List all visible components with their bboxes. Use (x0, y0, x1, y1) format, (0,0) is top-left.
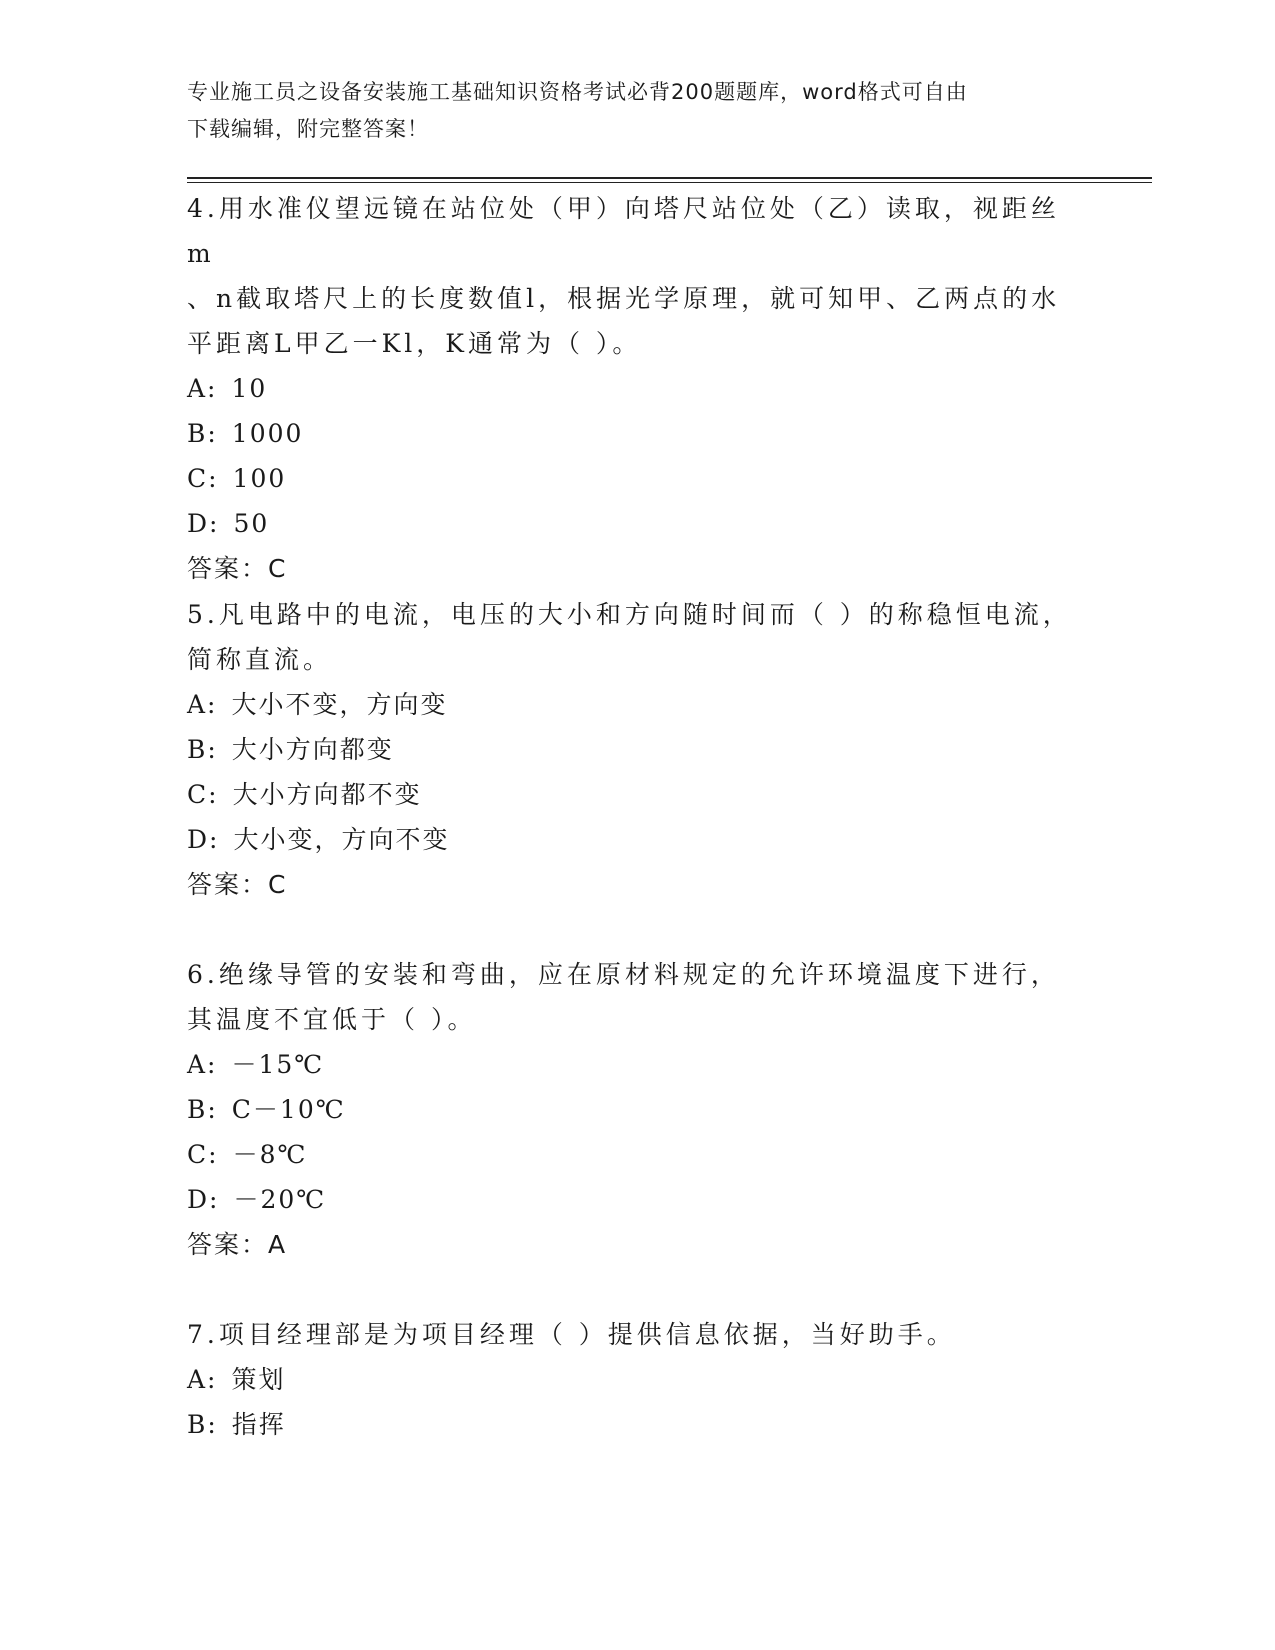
option-d (187, 817, 1087, 862)
option-b (187, 1087, 1087, 1132)
option-letter: B: (187, 419, 218, 448)
option-letter: D: (187, 825, 220, 854)
question-6 (187, 952, 1087, 1267)
header-divider-thin (187, 182, 1152, 183)
option-d (187, 501, 1087, 546)
option-letter: A: (187, 1365, 218, 1394)
question-line: 其温度不宜低于（ ）。 (187, 1005, 477, 1034)
question-line: 、n截取塔尺上的长度数值l，根据光学原理，就可知甲、乙两点的水 (187, 284, 1061, 313)
option-b (187, 411, 1087, 456)
answer-line: 答案：C (187, 870, 288, 899)
header-divider-thick (187, 177, 1152, 179)
option-letter: A: (187, 1050, 218, 1079)
option-c (187, 772, 1087, 817)
question-7 (187, 1312, 1087, 1447)
option-letter: D: (187, 1185, 220, 1214)
option-b (187, 727, 1087, 772)
option-letter: A: (187, 690, 218, 719)
question-4 (187, 186, 1087, 591)
option-value: C－10℃ (231, 1095, 346, 1124)
option-value: －15℃ (231, 1050, 325, 1079)
option-letter: C: (187, 1140, 219, 1169)
option-a (187, 682, 1087, 727)
option-value: －8℃ (232, 1140, 308, 1169)
option-letter: B: (187, 1095, 218, 1124)
option-letter: D: (187, 509, 220, 538)
option-value: 50 (233, 509, 270, 538)
question-line: 7.项目经理部是为项目经理（ ）提供信息依据，当好助手。 (187, 1320, 956, 1349)
option-a (187, 1042, 1087, 1087)
option-value: 大小方向都变 (231, 735, 394, 764)
option-letter: B: (187, 735, 218, 764)
option-b (187, 1402, 1087, 1447)
question-line: 6.绝缘导管的安装和弯曲，应在原材料规定的允许环境温度下进行， (187, 960, 1060, 989)
option-letter: C: (187, 464, 219, 493)
header-line-2: 下载编辑，附完整答案！ (187, 117, 429, 141)
option-value: －20℃ (233, 1185, 327, 1214)
question-line: 4.用水准仪望远镜在站位处（甲）向塔尺站位处（乙）读取，视距丝m (187, 194, 1060, 268)
question-line: 平距离L甲乙一Kl，K通常为（ ）。 (187, 329, 642, 358)
option-letter: B: (187, 1410, 218, 1439)
option-c (187, 1132, 1087, 1177)
option-value: 1000 (231, 419, 304, 448)
header-line-1: 专业施工员之设备安装施工基础知识资格考试必背200题题库，word格式可自由 (187, 80, 968, 104)
option-value: 大小方向都不变 (232, 780, 422, 809)
option-a (187, 1357, 1087, 1402)
option-value: 大小变，方向不变 (233, 825, 450, 854)
option-letter: C: (187, 780, 219, 809)
option-value: 大小不变，方向变 (231, 690, 448, 719)
option-a (187, 366, 1087, 411)
answer-line: 答案：C (187, 554, 288, 583)
question-5 (187, 592, 1087, 907)
option-letter: A: (187, 374, 218, 403)
option-value: 策划 (231, 1365, 286, 1394)
option-value: 指挥 (231, 1410, 286, 1439)
question-line: 简称直流。 (187, 645, 333, 674)
question-line: 5.凡电路中的电流，电压的大小和方向随时间而（ ）的称稳恒电流， (187, 600, 1072, 629)
option-c (187, 456, 1087, 501)
option-value: 10 (231, 374, 268, 403)
document-header (187, 74, 1067, 148)
answer-line: 答案：A (187, 1230, 288, 1259)
option-value: 100 (232, 464, 287, 493)
option-d (187, 1177, 1087, 1222)
